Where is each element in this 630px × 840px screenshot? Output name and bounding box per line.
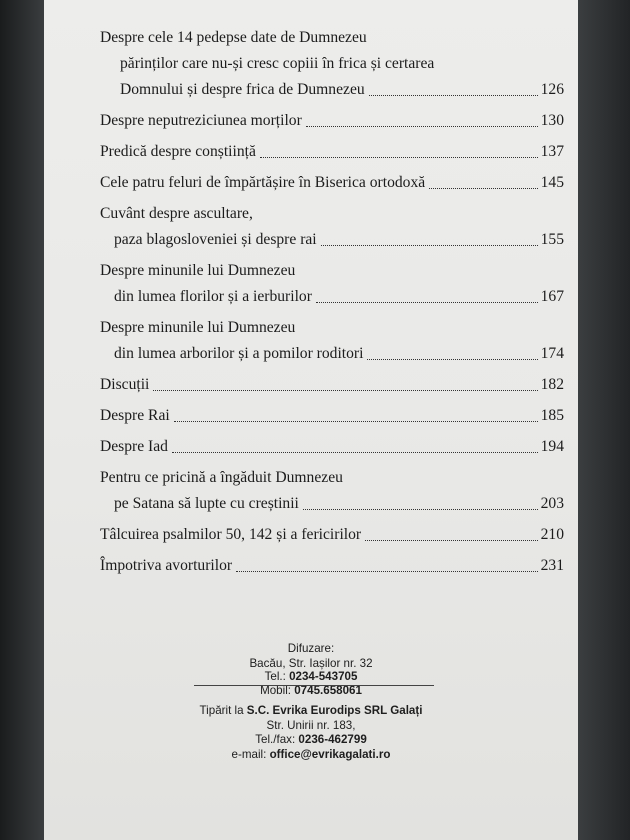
dot-leader <box>306 126 538 127</box>
dot-leader <box>303 509 538 510</box>
toc-entry-title: Despre minunile lui Dumnezeu <box>100 319 296 336</box>
background-left <box>0 0 44 840</box>
toc-page-number: 137 <box>540 143 564 160</box>
book-page <box>44 0 578 840</box>
toc-entry-title: din lumea florilor și a ierburilor <box>114 288 312 305</box>
dot-leader <box>321 245 538 246</box>
toc-entry-title: părinților care nu-și cresc copiii în frica și certarea <box>120 55 435 72</box>
toc-entry-title: Cele patru feluri de împărtășire în Biserica ortodoxă <box>100 174 426 191</box>
dot-leader <box>429 188 538 189</box>
divider <box>194 685 434 686</box>
dot-leader <box>316 302 538 303</box>
toc-page-number: 155 <box>540 231 564 248</box>
toc-entry-title: Despre Iad <box>100 438 168 455</box>
toc-page-number: 174 <box>540 345 564 362</box>
toc-entry-title: Predică despre conștiință <box>100 143 256 160</box>
toc-entry-title: Despre neputreziciunea morților <box>100 112 302 129</box>
toc-page-number: 182 <box>540 376 564 393</box>
toc-page-number: 203 <box>540 495 564 512</box>
dot-leader <box>260 157 538 158</box>
toc-entry-title: Tâlcuirea psalmilor 50, 142 și a fericirilor <box>100 526 362 543</box>
background-right <box>578 0 630 840</box>
toc-page-number: 194 <box>540 438 564 455</box>
toc-page-number: 126 <box>540 81 564 98</box>
toc-entry-title: Despre minunile lui Dumnezeu <box>100 262 296 279</box>
printer-telfax: Tel./fax: 0236-462799 <box>255 733 367 746</box>
toc-page-number: 145 <box>540 174 564 191</box>
distribution-mobile: Mobil: 0745.658061 <box>260 684 362 697</box>
toc-page-number: 231 <box>540 557 564 574</box>
dot-leader <box>369 95 538 96</box>
toc-entry-title: Despre cele 14 pedepse date de Dumnezeu <box>100 29 367 46</box>
printer-email: e-mail: office@evrikagalati.ro <box>231 748 391 761</box>
toc-page-number: 185 <box>540 407 564 424</box>
toc-entry-title: Pentru ce pricină a îngăduit Dumnezeu <box>100 469 343 486</box>
printer-name: Tipărit la S.C. Evrika Eurodips SRL Galați <box>199 704 423 717</box>
printer-street: Str. Unirii nr. 183, <box>266 719 356 732</box>
toc-page-number: 167 <box>540 288 564 305</box>
toc-entry-title: Despre Rai <box>100 407 170 424</box>
distribution-heading: Difuzare: <box>287 642 335 655</box>
distribution-phone: Tel.: 0234-543705 <box>264 670 358 683</box>
toc-page-number: 210 <box>540 526 564 543</box>
dot-leader <box>172 452 538 453</box>
toc-page-number: 130 <box>540 112 564 129</box>
toc-entry-title: Discuții <box>100 376 150 393</box>
dot-leader <box>174 421 538 422</box>
toc-entry-title: Domnului și despre frica de Dumnezeu <box>120 81 365 98</box>
toc-entry-title: Cuvânt despre ascultare, <box>100 205 253 222</box>
dot-leader <box>367 359 538 360</box>
dot-leader <box>365 540 538 541</box>
dot-leader <box>153 390 538 391</box>
toc-entry-title: din lumea arborilor și a pomilor roditori <box>114 345 364 362</box>
toc-entry-title: pe Satana să lupte cu creștinii <box>114 495 299 512</box>
dot-leader <box>236 571 538 572</box>
toc-entry-title: Împotriva avorturilor <box>100 557 233 574</box>
toc-entry-title: paza blagosloveniei și despre rai <box>114 231 317 248</box>
distribution-address: Bacău, Str. Iașilor nr. 32 <box>249 657 373 670</box>
